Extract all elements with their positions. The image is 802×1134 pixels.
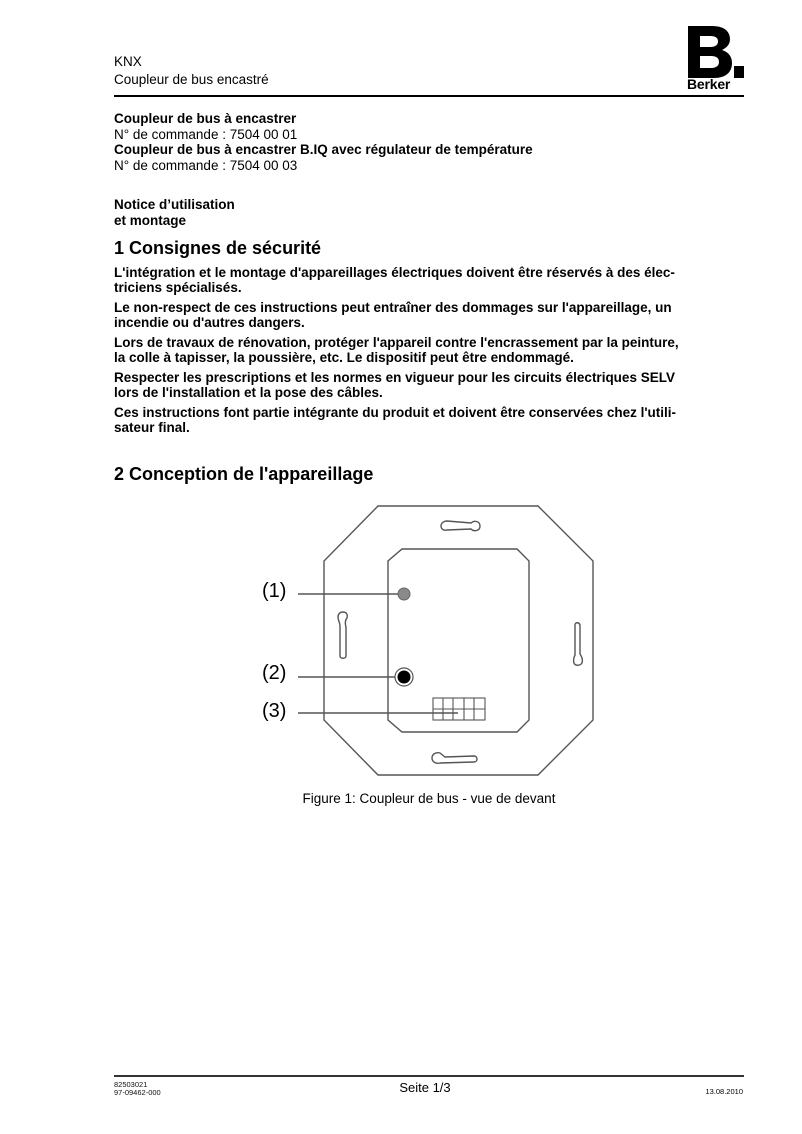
mounting-slot-bottom [432,753,477,764]
berker-logo-text: Berker [687,76,731,92]
text-line: Lors de travaux de rénovation, protéger l'appareil contre l'encrassement par la peinture, [114,335,679,350]
section-heading-design: 2 Conception de l'appareillage [114,464,374,484]
section-heading-safety: 1 Consignes de sécurité [114,238,322,258]
text-line: Le non-respect de ces instructions peut entraîner des dommages sur l'appareillage, un [114,300,672,315]
footer-date: 13.08.2010 [705,1087,743,1096]
text-line: L'intégration et le montage d'appareillages électriques doivent être réservés à des élec- [114,265,675,280]
connector-terminal [433,698,485,720]
callout-label-1: (1) [262,580,287,602]
product-order-number: N° de commande : 7504 00 03 [114,157,298,173]
header-line-product: Coupleur de bus encastré [114,72,269,87]
header-line-knx: KNX [114,54,142,69]
product-name: Coupleur de bus à encastrer [114,111,297,126]
callout-label-3: (3) [262,700,287,722]
text-line: triciens spécialisés. [114,280,242,295]
footer-doc-ids [114,1081,161,1097]
figure-caption: Figure 1: Coupleur de bus - vue de devant [302,791,556,806]
device-body [388,549,529,732]
mounting-slot-left [338,612,347,658]
notice-line: Notice d’utilisation [114,197,235,212]
footer-page-number: Seite 1/3 [399,1080,451,1095]
support-frame [324,506,593,775]
programming-button-icon [398,671,411,684]
callout-label-2: (2) [262,662,287,684]
text-line: Ces instructions font partie intégrante du produit et doivent être conservées chez l'utili- [114,405,677,420]
mounting-slot-right [574,623,583,666]
footer-doc-number: 82503021 [114,1080,148,1089]
text-line: la colle à tapisser, la poussière, etc. Le dispositif peut être endommagé. [114,350,574,365]
text-line: lors de l'installation et la pose des câbles. [114,385,383,400]
text-line: Respecter les prescriptions et les normes en vigueur pour les circuits électriques SELV [114,370,675,385]
notice-line: et montage [114,212,187,228]
product-order-number: N° de commande : 7504 00 01 [114,126,298,142]
footer-doc-ref: 97-09462-000 [114,1088,161,1097]
text-line: incendie ou d'autres dangers. [114,315,305,330]
programming-led-icon [398,588,410,600]
product-name: Coupleur de bus à encastrer B.IQ avec régulateur de température [114,142,533,157]
footer-divider [114,1075,744,1077]
mounting-slot-top [441,521,480,531]
text-line: sateur final. [114,420,190,435]
